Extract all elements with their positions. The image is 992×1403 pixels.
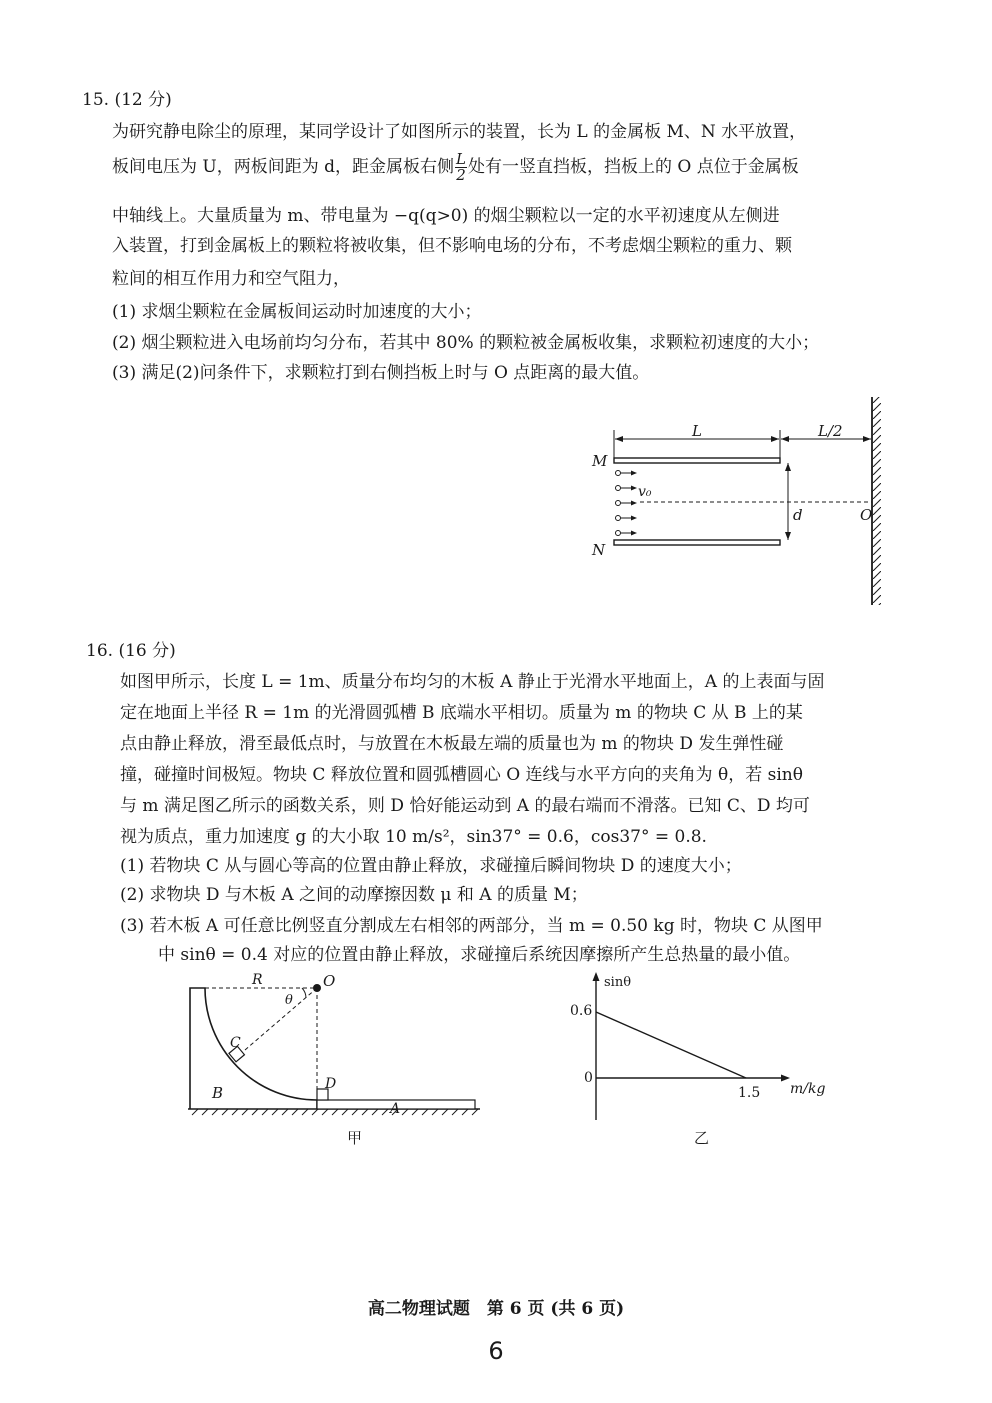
figure-yi-chart: [560, 970, 840, 1155]
label-N: N: [592, 541, 606, 559]
q16-heading: 16. (16 分): [86, 641, 176, 661]
q15-heading: 15. (12 分): [82, 90, 172, 110]
q16-line-4: 撞，碰撞时间极短。物块 C 释放位置和圆弧槽圆心 O 连线与水平方向的夹角为 θ，若 sinθ: [120, 765, 803, 785]
page-footer: 高二物理试题 第 6 页 (共 6 页): [367, 1299, 625, 1319]
q15-line-2-before: 板间电压为 U，两板间距为 d，距金属板右侧: [112, 157, 455, 177]
wall-hatching: [872, 397, 881, 605]
q15-line-2: [112, 152, 799, 183]
q15-part-2: (2) 烟尘颗粒进入电场前均匀分布，若其中 80% 的颗粒被金属板收集，求颗粒初速度的大小；: [112, 333, 820, 353]
q15-line-4: 入装置，打到金属板上的颗粒将被收集，但不影响电场的分布，不考虑烟尘颗粒的重力、颗: [112, 236, 792, 256]
tick-label-x-end: 1.5: [738, 1085, 761, 1101]
label-L: L: [692, 422, 702, 440]
q16-part-3: (3) 若木板 A 可任意比例竖直分割成左右相邻的两部分，当 m = 0.50 kg 时，物块 C 从图甲: [120, 916, 823, 936]
y-axis-label: sinθ: [604, 975, 632, 990]
q16-part-1: (1) 若物块 C 从与圆心等高的位置由静止释放，求碰撞后瞬间物块 D 的速度大小；: [120, 856, 742, 876]
y-axis-arrow: [593, 972, 600, 981]
label-D: D: [325, 1076, 337, 1092]
q16-line-1: 如图甲所示，长度 L = 1m、质量分布均匀的木板 A 静止于光滑水平地面上，A 的上表面与固: [120, 672, 825, 692]
label-A: A: [390, 1101, 401, 1117]
label-d: d: [793, 506, 803, 524]
label-O: O: [860, 506, 873, 524]
q16-line-2: 定在地面上半径 R = 1m 的光滑圆弧槽 B 底端水平相切。质量为 m 的物块 C 从 B 上的某: [120, 703, 803, 723]
q15-line-3: 中轴线上。大量质量为 m、带电量为 −q(q>0) 的烟尘颗粒以一定的水平初速度从左侧进: [112, 206, 780, 226]
x-axis-label: m/kg: [790, 1081, 826, 1097]
plate-M: [614, 458, 780, 463]
q15-line-1: 为研究静电除尘的原理，某同学设计了如图所示的装置，长为 L 的金属板 M、N 水平放置，: [112, 122, 807, 142]
series-line: [596, 1012, 746, 1078]
caption-yi: 乙: [694, 1129, 710, 1147]
ground-hatching: [188, 1109, 480, 1115]
q16-line-3: 点由静止释放，滑至最低点时，与放置在木板最左端的质量也为 m 的物块 D 发生弹性碰: [120, 734, 784, 754]
tick-label-y-top: 0.6: [570, 1003, 593, 1019]
radius-to-C: [238, 988, 317, 1056]
plate-N: [614, 540, 780, 545]
q15-line-5: 粒间的相互作用力和空气阻力，: [112, 269, 350, 289]
caption-jia: 甲: [347, 1129, 363, 1147]
tick-label-origin: 0: [584, 1070, 593, 1086]
label-L-half: L/2: [818, 422, 843, 440]
figure-jia: [180, 970, 490, 1155]
fraction-denominator: 2: [456, 166, 466, 184]
q15-line-2-after: 处有一竖直挡板，挡板上的 O 点位于金属板: [468, 157, 799, 177]
label-B: B: [212, 1084, 224, 1102]
label-theta: θ: [285, 993, 293, 1008]
q16-line-5: 与 m 满足图乙所示的函数关系，则 D 恰好能运动到 A 的最右端而不滑落。已知 C、D 均可: [120, 796, 810, 816]
q15-part-1: (1) 求烟尘颗粒在金属板间运动时加速度的大小；: [112, 302, 482, 322]
x-axis-arrow: [781, 1075, 790, 1082]
label-R: R: [252, 972, 263, 988]
q16-line-6: 视为质点，重力加速度 g 的大小取 10 m/s²，sin37° = 0.6，cos37° = 0.8.: [120, 827, 707, 847]
q16-part-3-cont: 中 sinθ = 0.4 对应的位置由静止释放，求碰撞后系统因摩擦所产生总热量的最小值。: [158, 945, 801, 965]
q15-plates-figure: [585, 395, 895, 610]
label-v0: v₀: [638, 484, 652, 500]
arc-groove-B: [190, 988, 317, 1109]
label-M: M: [592, 452, 608, 470]
page-number: 6: [488, 1337, 504, 1365]
fraction-numerator: L: [456, 150, 466, 168]
q15-part-3: (3) 满足(2)问条件下，求颗粒打到右侧挡板上时与 O 点距离的最大值。: [112, 363, 650, 383]
label-O-center: O: [323, 972, 336, 990]
label-C: C: [230, 1035, 241, 1051]
l-over-2-fraction: [455, 152, 467, 183]
q16-part-2: (2) 求物块 D 与木板 A 之间的动摩擦因数 μ 和 A 的质量 M；: [120, 885, 588, 905]
